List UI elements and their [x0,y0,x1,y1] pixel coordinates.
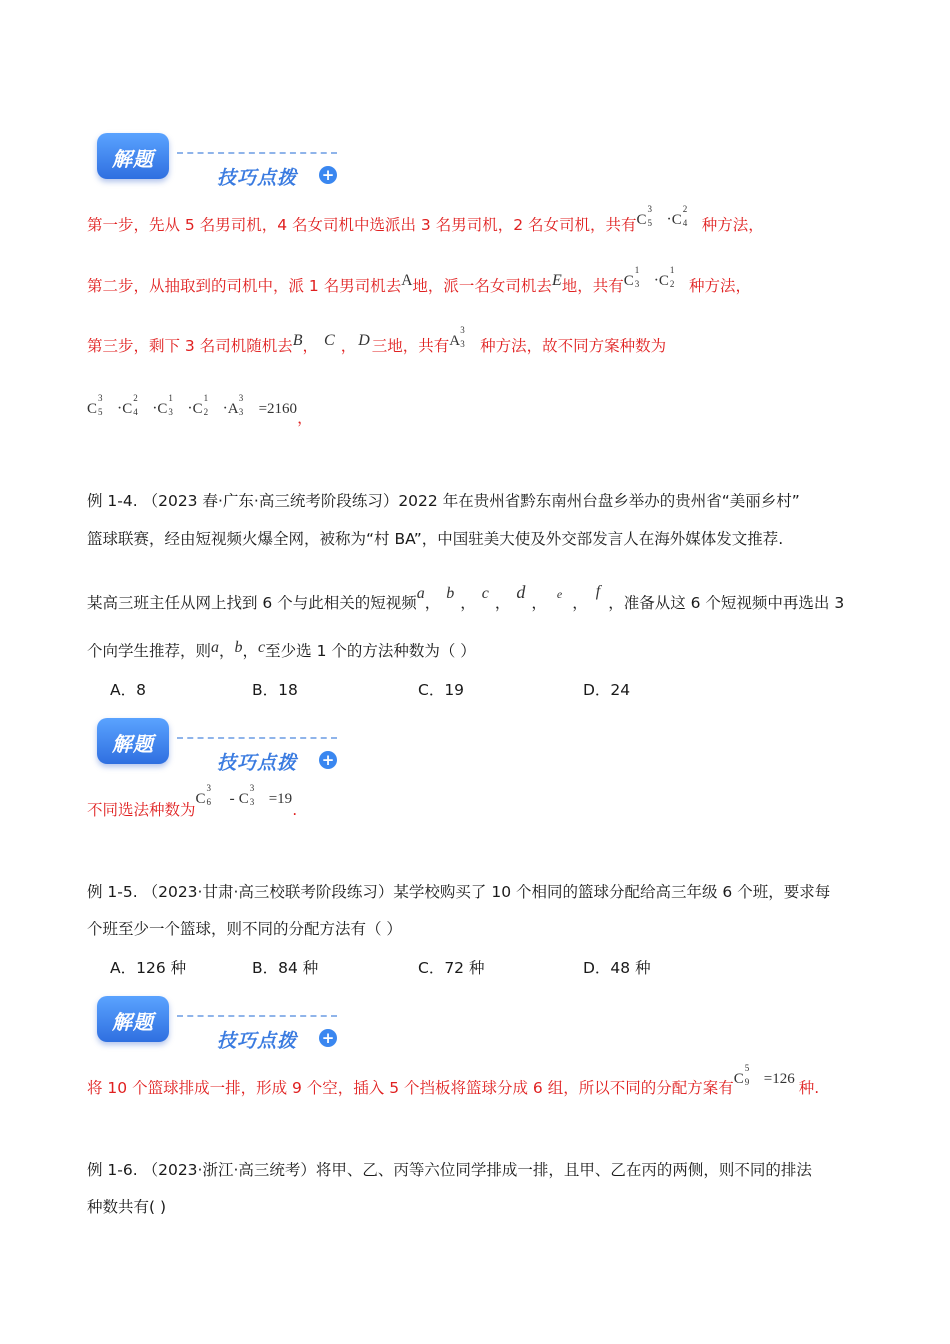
plus-icon: + [319,1029,337,1047]
badge-pill: 解题 [97,133,169,179]
example-1-6-line1: 例 1-6. （2023·浙江·高三统考）将甲、乙、丙等六位同学排成一排，且甲、乙在丙的两侧，则不同的排法 [87,1161,812,1179]
plus-icon: + [319,166,337,184]
badge-tip: 技巧点拨 [217,1030,298,1052]
solution-step-3: 第三步，剩下 3 名司机随机去B， C ， D 三地，共有A 3 3 种方法，故不同方案种数为 [87,325,667,355]
example-1-4-line3: 某高三班主任从网上找到 6 个与此相关的短视频a，b，c，d， $^e$ ，f，准备从这 6 个短视频中再选出 3 [87,582,845,612]
example-1-5-solution: 将 10 个篮球排成一排，形成 9 个空，插入 5 个挡板将篮球分成 6 组，所以不同的分配方案有C 5 9 =126 种. [87,1063,820,1097]
combination-c42: C 2 4 [671,204,688,228]
combination-c31: C 1 3 [623,265,640,289]
solution-badge [97,996,342,1052]
badge-pill: 解题 [97,996,169,1042]
solution-badge [97,133,342,189]
option-d[interactable]: D．24 [583,681,631,699]
solution-badge [97,718,342,774]
badge-tip: 技巧点拨 [217,752,298,774]
solution-step-2: 第二步，从抽取到的司机中，派 1 名男司机去A地，派一名女司机去E地，共有C 1 3 ·C 1 2 种方法， [87,265,751,295]
option-b[interactable]: B．18 [252,681,298,699]
example-1-5-line2: 个班至少一个篮球，则不同的分配方法有（ ） [87,920,402,938]
option-d[interactable]: D．48 种 [583,959,651,977]
example-1-6-line2: 种数共有( ) [87,1198,167,1216]
example-1-5-line1: 例 1-5. （2023·甘肃·高三校联考阶段练习）某学校购买了 10 个相同的篮球分配给高三年级 6 个班，要求每 [87,883,831,901]
badge-divider [177,152,337,154]
option-c[interactable]: C．19 [418,681,465,699]
combination-c53: C 3 5 [636,204,653,228]
solution-result: C 3 5 ·C 2 4 ·C 1 3 ·C 1 2 ·A 3 3 =2160， [87,393,313,427]
example-1-4-solution: 不同选法种数为C 3 6 - C 3 3 =19. [87,783,298,819]
badge-divider [177,737,337,739]
badge-pill: 解题 [97,718,169,764]
option-a[interactable]: A．8 [110,681,146,699]
badge-divider [177,1015,337,1017]
option-b[interactable]: B．84 种 [252,959,319,977]
arrangement-a33: A 3 3 [449,325,465,349]
option-a[interactable]: A．126 种 [110,959,187,977]
plus-icon: + [319,751,337,769]
option-c[interactable]: C．72 种 [418,959,485,977]
example-1-4-line2: 篮球联赛，经由短视频火爆全网，被称为“村 BA”，中国驻美大使及外交部发言人在海外媒体发文推荐. [87,530,784,548]
combination-c21: C 1 2 [658,265,675,289]
example-1-4-line1: 例 1-4. （2023 春·广东·高三统考阶段练习）2022 年在贵州省黔东南州台盘乡举办的贵州省“美丽乡村” [87,492,800,510]
example-1-4-line4: 个向学生推荐，则a，b，c至少选 1 个的方法种数为（ ） [87,639,476,660]
badge-tip: 技巧点拨 [217,167,298,189]
solution-step-1: 第一步，先从 5 名男司机，4 名女司机中选派出 3 名男司机，2 名女司机，共有C 3 5 ·C 2 4 种方法， [87,204,764,234]
